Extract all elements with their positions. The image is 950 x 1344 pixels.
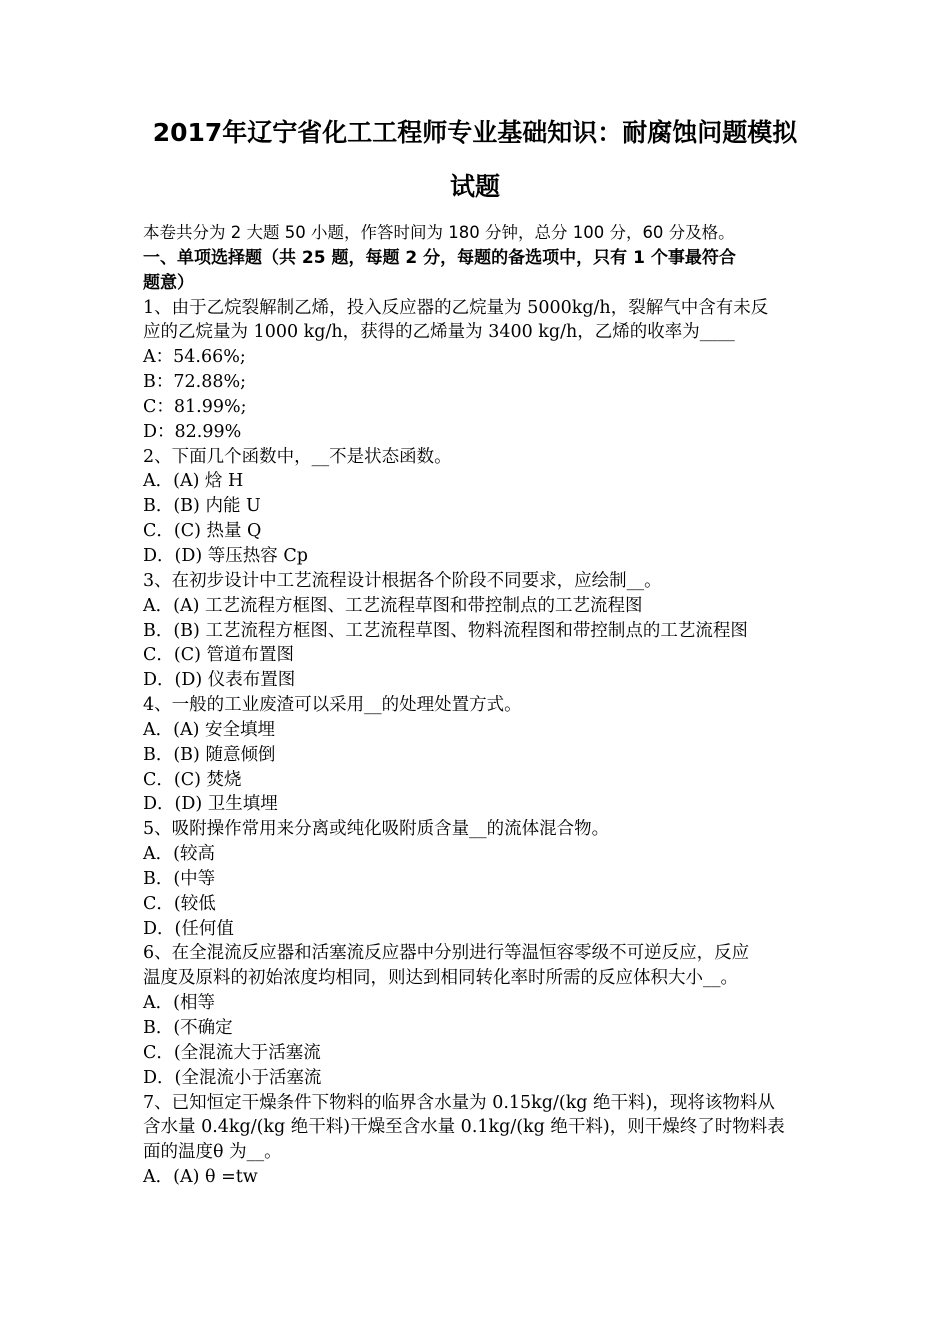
- question-line: 2、下面几个函数中，__不是状态函数。: [143, 446, 452, 467]
- question-line: B：72.88%;: [143, 372, 246, 393]
- question-line: B．(B) 工艺流程方框图、工艺流程草图、物料流程图和带控制点的工艺流程图: [143, 620, 748, 641]
- question-line: A．(A) 安全填埋: [143, 719, 275, 740]
- question-line: A．(相等: [143, 993, 215, 1014]
- question-line: 温度及原料的初始浓度均相同，则达到相同转化率时所需的反应体积大小__。: [143, 968, 738, 989]
- question-line: A：54.66%;: [143, 347, 246, 368]
- question-line: B．(中等: [143, 868, 216, 889]
- question-line: B．(B) 随意倾倒: [143, 744, 276, 765]
- question-line: C．(较低: [143, 893, 216, 914]
- question-line: A．(A) θ =tw: [143, 1167, 258, 1188]
- question-line: 面的温度θ 为__。: [143, 1142, 282, 1163]
- section-heading-line-2: 题意）: [143, 272, 194, 293]
- document-title-line-2: 试题: [449, 172, 500, 201]
- question-line: D：82.99%: [143, 421, 242, 442]
- question-line: D．(全混流小于活塞流: [143, 1067, 322, 1088]
- question-line: 6、在全混流反应器和活塞流反应器中分别进行等温恒容零级不可逆反应，反应: [143, 943, 750, 964]
- question-line: 3、在初步设计中工艺流程设计根据各个阶段不同要求，应绘制__。: [143, 570, 662, 591]
- question-line: 5、吸附操作常用来分离或纯化吸附质含量__的流体混合物。: [143, 819, 610, 840]
- question-line: D．(D) 等压热容 Cp: [143, 545, 308, 566]
- question-line: D．(任何值: [143, 918, 234, 939]
- question-line: C．(全混流大于活塞流: [143, 1042, 321, 1063]
- document-body: [143, 221, 813, 1190]
- question-line: D．(D) 仪表布置图: [143, 670, 296, 691]
- question-line: B．(不确定: [143, 1018, 233, 1038]
- question-line: B．(B) 内能 U: [143, 496, 261, 517]
- question-line: C．(C) 热量 Q: [143, 521, 262, 542]
- exam-intro: 本卷共分为 2 大题 50 小题，作答时间为 180 分钟，总分 100 分，60 分及格。: [143, 223, 735, 242]
- section-heading-line-1: 一、单项选择题（共 25 题，每题 2 分，每题的备选项中，只有 1 个事最符合: [143, 247, 736, 268]
- question-line: A．(A) 焓 H: [143, 471, 244, 492]
- question-line: 1、由于乙烷裂解制乙烯，投入反应器的乙烷量为 5000kg/h，裂解气中含有未反: [143, 297, 769, 318]
- question-line: A．(A) 工艺流程方框图、工艺流程草图和带控制点的工艺流程图: [143, 595, 643, 616]
- question-line: 7、已知恒定干燥条件下物料的临界含水量为 0.15kg/(kg 绝干料)，现将该物料从: [143, 1092, 775, 1113]
- question-line: C：81.99%;: [143, 396, 247, 417]
- question-line: C．(C) 管道布置图: [143, 645, 294, 666]
- question-line: 4、一般的工业废渣可以采用__的处理处置方式。: [143, 695, 522, 716]
- question-line: 含水量 0.4kg/(kg 绝干料)干燥至含水量 0.1kg/(kg 绝干料)，则干燥终了时物料表: [143, 1117, 785, 1138]
- question-line: 应的乙烷量为 1000 kg/h，获得的乙烯量为 3400 kg/h，乙烯的收率为____: [143, 322, 735, 343]
- question-line: D．(D) 卫生填埋: [143, 794, 278, 815]
- question-line: C．(C) 焚烧: [143, 769, 242, 790]
- question-list: [143, 296, 813, 1190]
- document-title-line-1: 2017年辽宁省化工工程师专业基础知识：耐腐蚀问题模拟: [152, 118, 798, 147]
- question-line: A．(较高: [143, 844, 215, 865]
